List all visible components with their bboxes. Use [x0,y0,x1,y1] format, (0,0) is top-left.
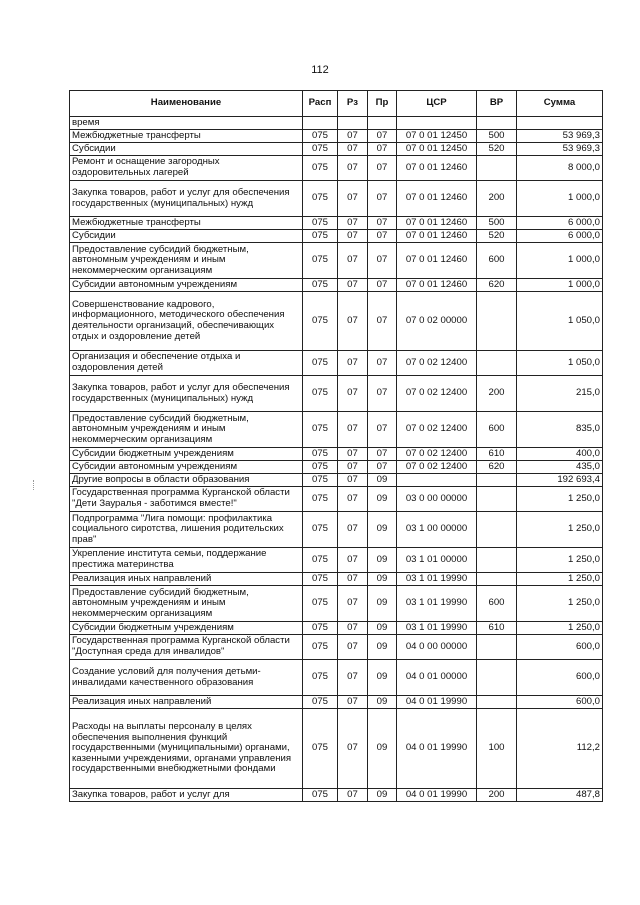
cell-csr [397,117,477,130]
cell-csr: 04 0 01 19990 [397,709,477,789]
cell-rasp: 075 [303,143,338,156]
cell-rasp: 075 [303,635,338,660]
cell-pr: 09 [368,660,397,696]
cell-rasp: 075 [303,622,338,635]
cell-rz: 07 [338,230,368,243]
cell-vr: 200 [477,181,517,217]
cell-pr [368,117,397,130]
cell-rz: 07 [338,789,368,802]
table-row [70,243,603,279]
cell-rasp: 075 [303,230,338,243]
cell-sum: 1 050,0 [517,351,603,376]
cell-sum: 215,0 [517,376,603,412]
cell-sum: 1 000,0 [517,243,603,279]
cell-csr: 07 0 02 12400 [397,376,477,412]
table-row [70,412,603,448]
cell-csr: 07 0 01 12450 [397,143,477,156]
cell-rasp: 075 [303,789,338,802]
cell-rasp: 075 [303,487,338,512]
cell-vr: 610 [477,448,517,461]
cell-pr: 07 [368,279,397,292]
table-row [70,130,603,143]
cell-rz: 07 [338,622,368,635]
cell-pr: 09 [368,548,397,573]
cell-pr: 07 [368,130,397,143]
cell-sum: 192 693,4 [517,474,603,487]
cell-rasp: 075 [303,412,338,448]
cell-rasp [303,117,338,130]
cell-pr: 07 [368,448,397,461]
cell-sum: 1 250,0 [517,487,603,512]
table-row [70,230,603,243]
cell-csr: 04 0 00 00000 [397,635,477,660]
cell-vr [477,660,517,696]
cell-name: Закупка товаров, работ и услуг для обеспечения государственных (муниципальных) нужд [70,376,303,412]
cell-sum: 1 050,0 [517,292,603,351]
table-row [70,789,603,802]
cell-vr [477,548,517,573]
cell-pr: 09 [368,474,397,487]
cell-sum: 1 000,0 [517,279,603,292]
cell-csr: 07 0 01 12450 [397,130,477,143]
cell-pr: 07 [368,143,397,156]
cell-rz: 07 [338,461,368,474]
table-body [70,117,603,802]
cell-rasp: 075 [303,156,338,181]
cell-csr: 04 0 01 19990 [397,789,477,802]
header-name: Наименование [70,91,303,117]
table-row [70,351,603,376]
cell-rz: 07 [338,143,368,156]
cell-rz: 07 [338,243,368,279]
cell-rz: 07 [338,217,368,230]
cell-vr: 620 [477,279,517,292]
cell-name: Субсидии автономным учреждениям [70,279,303,292]
cell-sum: 1 250,0 [517,586,603,622]
cell-sum: 600,0 [517,660,603,696]
cell-csr: 07 0 02 12400 [397,351,477,376]
cell-pr: 07 [368,461,397,474]
cell-rz: 07 [338,487,368,512]
cell-sum: 6 000,0 [517,230,603,243]
cell-name: Государственная программа Курганской области "Дети Зауралья - заботимся вместе!" [70,487,303,512]
cell-name: Субсидии бюджетным учреждениям [70,622,303,635]
table-row [70,181,603,217]
cell-sum: 53 969,3 [517,143,603,156]
cell-name: Другие вопросы в области образования [70,474,303,487]
cell-pr: 09 [368,586,397,622]
cell-pr: 07 [368,230,397,243]
cell-pr: 07 [368,181,397,217]
cell-name: Расходы на выплаты персоналу в целях обеспечения выполнения функций государственными (муниципальными) органами, казенными учреждениями, органами управления государственными внебюджетными фондами [70,709,303,789]
cell-pr: 09 [368,573,397,586]
cell-sum: 600,0 [517,635,603,660]
cell-vr: 600 [477,243,517,279]
cell-vr: 500 [477,217,517,230]
cell-sum: 8 000,0 [517,156,603,181]
cell-name: Закупка товаров, работ и услуг для обеспечения государственных (муниципальных) нужд [70,181,303,217]
cell-vr [477,351,517,376]
table-row [70,696,603,709]
cell-sum: 487,8 [517,789,603,802]
cell-rasp: 075 [303,586,338,622]
cell-vr [477,696,517,709]
cell-name: Межбюджетные трансферты [70,217,303,230]
cell-name: Субсидии [70,143,303,156]
cell-vr: 520 [477,230,517,243]
cell-name: Субсидии автономным учреждениям [70,461,303,474]
cell-vr: 600 [477,412,517,448]
cell-csr: 07 0 01 12460 [397,156,477,181]
budget-table [69,90,603,802]
cell-sum: 600,0 [517,696,603,709]
table-row [70,512,603,548]
cell-name: Реализация иных направлений [70,573,303,586]
cell-pr: 07 [368,156,397,181]
table-row [70,279,603,292]
cell-name: Предоставление субсидий бюджетным, автономным учреждениям и иным некоммерческим организациям [70,586,303,622]
cell-name: Реализация иных направлений [70,696,303,709]
cell-rasp: 075 [303,696,338,709]
cell-csr: 07 0 01 12460 [397,230,477,243]
cell-vr: 600 [477,586,517,622]
cell-vr [477,156,517,181]
cell-pr: 09 [368,635,397,660]
cell-csr: 03 1 01 19990 [397,586,477,622]
cell-sum: 400,0 [517,448,603,461]
cell-pr: 07 [368,412,397,448]
cell-sum: 112,2 [517,709,603,789]
cell-rasp: 075 [303,292,338,351]
cell-name: Укрепление института семьи, поддержание престижа материнства [70,548,303,573]
table-row [70,487,603,512]
cell-vr: 500 [477,130,517,143]
cell-rz: 07 [338,709,368,789]
header-rz: Рз [338,91,368,117]
cell-csr: 03 1 01 00000 [397,548,477,573]
cell-name: Предоставление субсидий бюджетным, автономным учреждениям и иным некоммерческим организациям [70,243,303,279]
page-number: 112 [311,64,329,76]
cell-rz: 07 [338,351,368,376]
cell-rz: 07 [338,660,368,696]
cell-rasp: 075 [303,660,338,696]
cell-rasp: 075 [303,243,338,279]
cell-rasp: 075 [303,351,338,376]
cell-pr: 07 [368,376,397,412]
cell-rasp: 075 [303,448,338,461]
cell-csr: 07 0 02 00000 [397,292,477,351]
cell-sum: 53 969,3 [517,130,603,143]
cell-rasp: 075 [303,709,338,789]
cell-pr: 09 [368,709,397,789]
header-csr: ЦСР [397,91,477,117]
table-row [70,143,603,156]
cell-rasp: 075 [303,181,338,217]
cell-csr: 07 0 02 12400 [397,412,477,448]
table-row [70,548,603,573]
table-row [70,586,603,622]
cell-rz: 07 [338,156,368,181]
cell-vr: 620 [477,461,517,474]
cell-vr [477,512,517,548]
cell-pr: 07 [368,292,397,351]
cell-name: Предоставление субсидий бюджетным, автономным учреждениям и иным некоммерческим организациям [70,412,303,448]
cell-rz: 07 [338,586,368,622]
cell-pr: 09 [368,487,397,512]
cell-pr: 09 [368,696,397,709]
cell-sum: 1 250,0 [517,548,603,573]
cell-csr: 03 0 00 00000 [397,487,477,512]
cell-vr: 200 [477,789,517,802]
cell-sum: 1 000,0 [517,181,603,217]
cell-vr [477,635,517,660]
table-row [70,573,603,586]
cell-pr: 07 [368,217,397,230]
table-row [70,292,603,351]
cell-rz: 07 [338,474,368,487]
cell-csr: 03 1 01 19990 [397,622,477,635]
cell-rasp: 075 [303,376,338,412]
cell-rz: 07 [338,548,368,573]
header-sum: Сумма [517,91,603,117]
cell-rz: 07 [338,573,368,586]
cell-name: Субсидии [70,230,303,243]
cell-rasp: 075 [303,573,338,586]
table-row [70,156,603,181]
cell-pr: 07 [368,351,397,376]
cell-sum: 1 250,0 [517,573,603,586]
table-row [70,217,603,230]
cell-rasp: 075 [303,130,338,143]
cell-name: Подпрограмма "Лига помощи: профилактика социального сиротства, лишения родительских прав" [70,512,303,548]
cell-rasp: 075 [303,461,338,474]
cell-rasp: 075 [303,548,338,573]
cell-sum: 1 250,0 [517,512,603,548]
cell-name: Субсидии бюджетным учреждениям [70,448,303,461]
cell-csr: 07 0 01 12460 [397,181,477,217]
cell-vr: 100 [477,709,517,789]
cell-sum: 6 000,0 [517,217,603,230]
cell-name: Создание условий для получения детьми-инвалидами качественного образования [70,660,303,696]
cell-rz: 07 [338,696,368,709]
cell-rz: 07 [338,292,368,351]
cell-rasp: 075 [303,217,338,230]
cell-csr: 03 1 01 19990 [397,573,477,586]
cell-sum [517,117,603,130]
cell-name: время [70,117,303,130]
cell-name: Организация и обеспечение отдыха и оздоровления детей [70,351,303,376]
cell-csr: 07 0 02 12400 [397,461,477,474]
cell-csr [397,474,477,487]
cell-csr: 07 0 02 12400 [397,448,477,461]
table-row [70,709,603,789]
cell-vr: 520 [477,143,517,156]
cell-csr: 03 1 00 00000 [397,512,477,548]
cell-rz [338,117,368,130]
table-header-row [70,91,603,117]
cell-pr: 07 [368,243,397,279]
cell-name: Межбюджетные трансферты [70,130,303,143]
cell-name: Государственная программа Курганской области "Доступная среда для инвалидов" [70,635,303,660]
table-row [70,660,603,696]
cell-vr [477,292,517,351]
cell-rasp: 075 [303,474,338,487]
cell-rz: 07 [338,512,368,548]
table-row [70,461,603,474]
cell-rz: 07 [338,376,368,412]
cell-name: Ремонт и оснащение загородных оздоровительных лагерей [70,156,303,181]
cell-csr: 07 0 01 12460 [397,279,477,292]
cell-pr: 09 [368,622,397,635]
cell-sum: 1 250,0 [517,622,603,635]
cell-rz: 07 [338,448,368,461]
table-row [70,474,603,487]
cell-rz: 07 [338,181,368,217]
table-row [70,635,603,660]
cell-csr: 04 0 01 00000 [397,660,477,696]
cell-vr [477,474,517,487]
table-row [70,117,603,130]
cell-rasp: 075 [303,279,338,292]
cell-csr: 04 0 01 19990 [397,696,477,709]
cell-pr: 09 [368,789,397,802]
cell-name: Совершенствование кадрового, информационного, методического обеспечения деятельности организаций, обеспечивающих отдых и оздоровление детей [70,292,303,351]
cell-vr: 610 [477,622,517,635]
cell-vr [477,573,517,586]
cell-rz: 07 [338,412,368,448]
cell-vr: 200 [477,376,517,412]
cell-rasp: 075 [303,512,338,548]
cell-rz: 07 [338,279,368,292]
cell-csr: 07 0 01 12460 [397,217,477,230]
cell-name: Закупка товаров, работ и услуг для [70,789,303,802]
cell-vr [477,117,517,130]
table-row [70,448,603,461]
table-row [70,622,603,635]
cell-rz: 07 [338,130,368,143]
cell-sum: 435,0 [517,461,603,474]
table-row [70,376,603,412]
header-pr: Пр [368,91,397,117]
header-rasp: Расп [303,91,338,117]
cell-pr: 09 [368,512,397,548]
cell-sum: 835,0 [517,412,603,448]
scan-mark [33,480,36,490]
cell-rz: 07 [338,635,368,660]
cell-vr [477,487,517,512]
cell-csr: 07 0 01 12460 [397,243,477,279]
header-vr: ВР [477,91,517,117]
